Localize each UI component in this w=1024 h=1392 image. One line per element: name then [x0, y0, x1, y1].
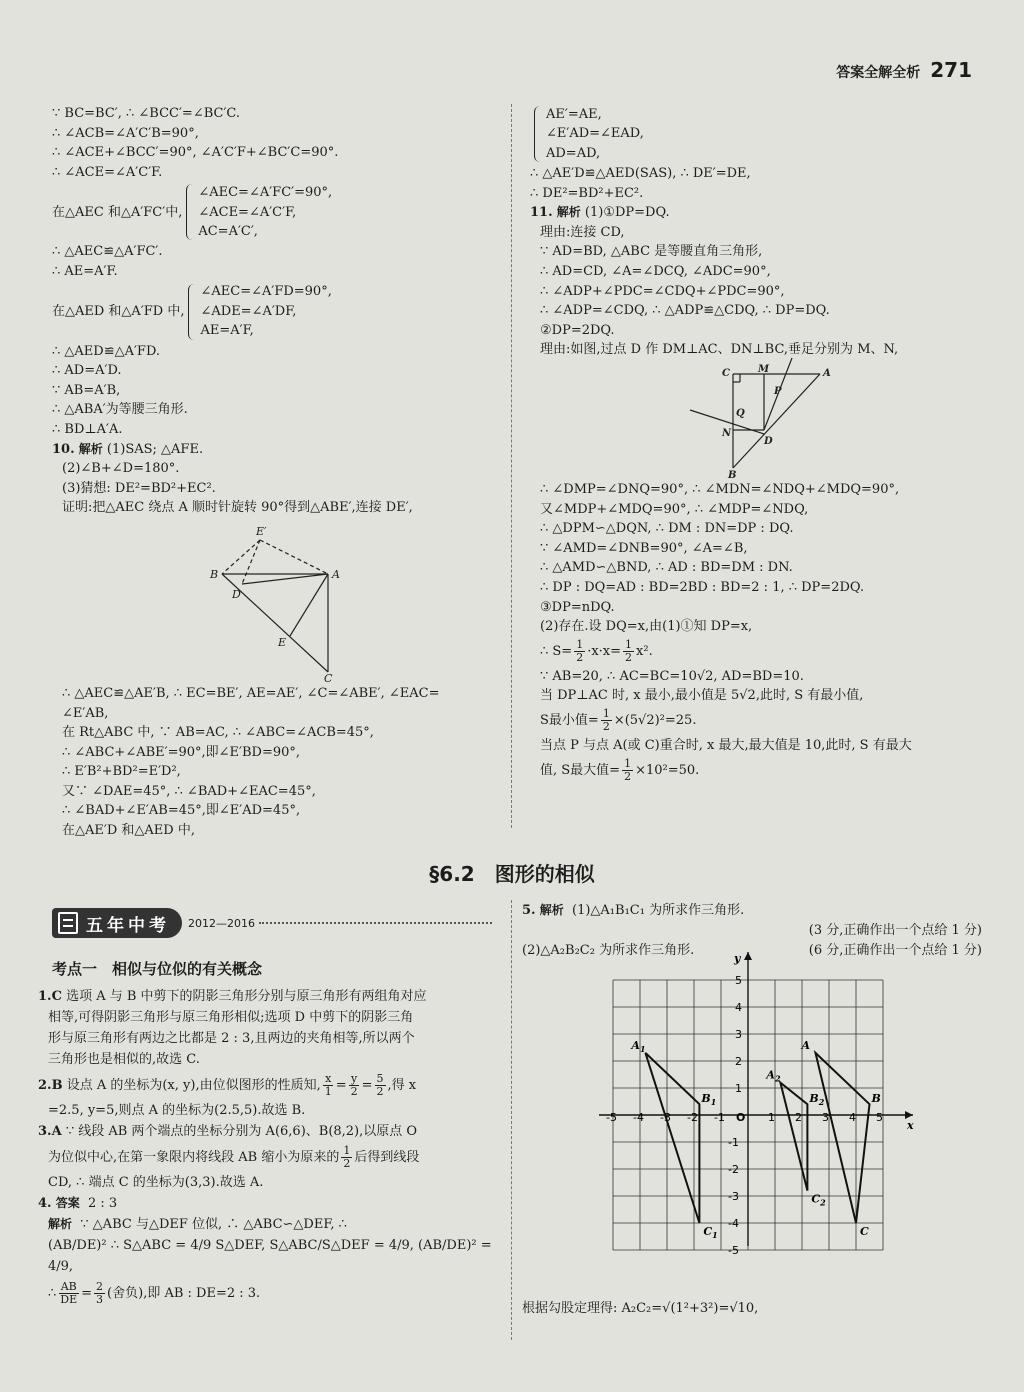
point-label: C — [722, 367, 730, 379]
brace-system — [52, 182, 504, 242]
vertex-label: $B_1$ — [701, 1092, 717, 1108]
point-label: D — [232, 587, 241, 601]
numerator: 1 — [576, 638, 584, 652]
question-3 — [38, 1121, 498, 1142]
y-tick-label: -1 — [728, 1136, 739, 1149]
numerator: 1 — [624, 756, 632, 770]
text-line: ∴ ∠ACB=∠A′C′B=90°, — [52, 125, 199, 141]
text-line: 在△AED 和△A′FD 中, — [52, 303, 185, 319]
triangle-A2B2C2 — [780, 1083, 807, 1191]
page-number: 271 — [930, 58, 972, 82]
text-line: ∴ ∠DMP=∠DNQ=90°, ∴ ∠MDN=∠NDQ+∠MDQ=90°, — [540, 481, 900, 497]
text-line: 在△AE′D 和△AED 中, — [62, 823, 195, 839]
text-line: ∵ 线段 AB 两个端点的坐标分别为 A(6,6)、B(8,2),以原点 O — [65, 1124, 418, 1139]
y-tick-label: 2 — [735, 1055, 742, 1068]
text-line: ,得 x — [387, 1077, 417, 1093]
x-tick-label: 2 — [795, 1111, 802, 1124]
denominator: 2 — [602, 720, 610, 734]
question-4 — [38, 1193, 498, 1214]
text-line: ∴ △ABA′为等腰三角形. — [52, 402, 188, 418]
text-line: ∠ADE=∠A′DF, — [200, 303, 297, 319]
y-tick-label: -5 — [728, 1244, 739, 1257]
text-line: AE=A′F, — [200, 323, 254, 339]
text-line: ∴ ∠BAD+∠E′AB=45°,即∠E′AD=45°, — [62, 803, 301, 819]
text-line: (3)猜想: DE²=BD²+EC². — [62, 480, 216, 496]
denominator: 2 — [576, 651, 584, 665]
text-line: 在△AEC 和△A′FC′中, — [52, 204, 183, 220]
text-line: ∴ S= — [540, 643, 573, 659]
x-tick-label: -4 — [633, 1111, 644, 1124]
question-10 — [52, 440, 504, 460]
numerator: x — [325, 1071, 332, 1085]
text-line: ∵ △ABC 与△DEF 位似, ∴ △ABC∽△DEF, ∴ — [80, 1217, 347, 1232]
x-tick-label: -5 — [606, 1111, 617, 1124]
text-line: ∴ — [48, 1285, 57, 1301]
analysis-tag: 解析 — [78, 441, 103, 456]
text-line: (2)△A₂B₂C₂ 为所求作三角形. — [522, 943, 695, 958]
formula-line — [530, 637, 980, 667]
vertex-label: A — [801, 1038, 811, 1052]
text-line: ∵ ∠AMD=∠DNB=90°, ∠A=∠B, — [540, 540, 748, 556]
fraction — [323, 1073, 334, 1098]
text-line: ∴ ∠ACE=∠A′C′F. — [52, 164, 163, 180]
analysis-tag: 解析 — [539, 903, 564, 917]
right-column — [530, 104, 980, 785]
text-line: ③DP=nDQ. — [540, 599, 615, 615]
answer-tag: 答案 — [55, 1196, 80, 1210]
vertex-subscript: 1 — [712, 1230, 718, 1240]
text-line: 理由:连接 CD, — [540, 224, 625, 240]
x-tick-label: O — [736, 1111, 746, 1124]
text-line: ×(5√2)²=25. — [613, 713, 697, 729]
figure-line — [242, 574, 328, 584]
text-line: 三角形也是相似的,故选 C. — [48, 1052, 200, 1067]
fraction — [94, 1281, 105, 1306]
denominator: 2 — [343, 1156, 351, 1170]
numerator: 1 — [602, 707, 610, 721]
fraction — [574, 639, 585, 664]
column-divider-bottom — [511, 900, 512, 1340]
question-11 — [530, 203, 980, 223]
point-label: E′ — [256, 524, 267, 538]
formula-line — [38, 1277, 498, 1309]
banner-dots — [259, 922, 492, 924]
text-line: ∴ E′B²+BD²=E′D², — [62, 764, 181, 780]
point-label: A — [332, 567, 340, 581]
text-line: 又∵ ∠DAE=45°, ∴ ∠BAD+∠EAC=45°, — [62, 783, 316, 799]
text-line: CD, ∴ 端点 C 的坐标为(3,3).故选 A. — [48, 1175, 264, 1190]
question-number: 1.C — [38, 989, 62, 1004]
text-line: ∴ AD=CD, ∠A=∠DCQ, ∠ADC=90°, — [540, 263, 771, 279]
page-header — [836, 58, 972, 82]
banner-label: 五年中考 — [86, 915, 170, 936]
figure-line — [290, 574, 328, 636]
text-line: ∠E′AB, — [62, 705, 109, 721]
text-line: AE′=AE, — [546, 106, 602, 122]
x-tick-label: 3 — [822, 1111, 829, 1124]
text-line: 根据勾股定理得: A₂C₂=√(1²+3²)=√10, — [522, 1301, 759, 1316]
fraction — [375, 1073, 386, 1098]
y-tick-label: 5 — [735, 974, 742, 987]
question-1 — [38, 986, 498, 1007]
question-number: 4. — [38, 1196, 52, 1211]
x-axis-arrow — [905, 1111, 913, 1119]
vertex-label: $B_2$ — [809, 1092, 825, 1108]
text-line: 当点 P 与点 A(或 C)重合时, x 最大,最大值是 10,此时, S 有最大 — [540, 737, 912, 753]
numerator: 5 — [376, 1071, 384, 1085]
section-title: §6.2 图形的相似 — [429, 862, 595, 886]
text-line: 当 DP⊥AC 时, x 最小,最小值是 5√2,此时, S 有最小值, — [540, 688, 864, 704]
point-label: N — [722, 427, 732, 439]
triangle-A1B1C1 — [645, 1053, 699, 1223]
text-line: ×10²=50. — [635, 762, 700, 778]
question-4-analysis — [38, 1214, 498, 1235]
analysis-tag: 解析 — [556, 205, 581, 220]
denominator: 2 — [625, 651, 633, 665]
banner-years: 2012—2016 — [188, 916, 255, 930]
text-line: ∴ △AED≌△A′FD. — [52, 343, 161, 359]
text-line: = — [81, 1285, 93, 1301]
coordinate-grid — [522, 952, 982, 1295]
brace — [534, 106, 542, 162]
text-line: 后得到线段 — [354, 1149, 420, 1165]
y-tick-label: -3 — [728, 1190, 739, 1203]
bottom-left-column — [38, 986, 498, 1309]
text-line: 选项 A 与 B 中剪下的阴影三角形分别与原三角形有两组角对应 — [66, 989, 427, 1004]
point-label: B — [210, 567, 219, 581]
question-number: 3.A — [38, 1124, 62, 1139]
text-line: AD=AD, — [546, 145, 601, 161]
text-line: x². — [636, 643, 653, 659]
x-tick-label: 5 — [876, 1111, 883, 1124]
x-tick-label: -3 — [660, 1111, 671, 1124]
text-line: (舍负),即 AB : DE=2 : 3. — [107, 1285, 261, 1301]
text-line: ∵ AB=A′B, — [52, 382, 121, 398]
text-line: ∠AEC=∠A′FD=90°, — [200, 284, 332, 300]
text-line: ∵ AB=20, ∴ AC=BC=10√2, AD=BD=10. — [540, 668, 804, 684]
text-line: =2.5, y=5,则点 A 的坐标为(2.5,5).故选 B. — [48, 1103, 306, 1118]
triangle-figure-2 — [530, 363, 980, 481]
text-line: ∵ AD=BD, △ABC 是等腰直角三角形, — [540, 244, 763, 260]
vertex-subscript: 1 — [639, 1043, 646, 1054]
text-line: ∠AEC=∠A′FC′=90°, — [198, 184, 333, 200]
five-year-banner — [52, 906, 492, 940]
y-tick-label: 4 — [735, 1001, 742, 1014]
y-tick-label: -4 — [728, 1217, 739, 1230]
text-line: (1)△A₁B₁C₁ 为所求作三角形. — [572, 903, 745, 918]
numerator: y — [351, 1071, 358, 1085]
text-line: 又∠MDP+∠MDQ=90°, ∴ ∠MDP=∠NDQ, — [540, 501, 809, 517]
header-title: 答案全解全析 — [836, 65, 921, 81]
text-line: ·x·x= — [587, 643, 622, 659]
fraction — [601, 708, 612, 733]
vertex-subscript: 2 — [820, 1197, 826, 1208]
text-line: ∴ ∠ADP=∠CDQ, ∴ △ADP≌△CDQ, ∴ DP=DQ. — [540, 303, 830, 319]
text-line: ∴ BD⊥A′A. — [52, 421, 123, 437]
x-tick-label: 4 — [849, 1111, 856, 1124]
text-line: ∴ AD=A′D. — [52, 363, 122, 379]
numerator: 1 — [625, 638, 633, 652]
figure-line — [260, 540, 328, 574]
text-line: ∴ ∠ACE+∠BCC′=90°, ∠A′C′F+∠BC′C=90°. — [52, 145, 339, 161]
column-divider — [511, 104, 512, 828]
denominator: 2 — [350, 1084, 358, 1098]
point-label: B — [728, 469, 737, 481]
y-tick-label: -2 — [728, 1163, 739, 1176]
denominator: 3 — [96, 1292, 104, 1306]
text-line: ②DP=2DQ. — [540, 322, 615, 338]
vertex-label: $A_2$ — [766, 1068, 781, 1084]
text-line: 值, S最大值= — [540, 762, 621, 778]
point-label: Q — [736, 407, 745, 419]
question-5-part2 — [522, 941, 982, 961]
fraction — [349, 1073, 360, 1098]
formula-line — [530, 755, 980, 785]
text-line: (3 分,正确作出一个点给 1 分) — [808, 923, 982, 938]
y-tick-label: 1 — [735, 1082, 742, 1095]
text-line: ∴ DE²=BD²+EC². — [530, 185, 644, 201]
text-line: ∴ DP : DQ=AD : BD=2BD : BD=2 : 1, ∴ DP=2DQ. — [540, 579, 865, 595]
fraction — [623, 639, 634, 664]
point-label: E — [278, 635, 287, 649]
text-line: AC=A′C′, — [198, 224, 258, 240]
y-axis-label: y — [734, 952, 741, 965]
text-line: 相等,可得阴影三角形与原三角形相似;选项 D 中剪下的阴影三角 — [48, 1010, 414, 1025]
text-line: (AB/DE)² ∴ S△ABC = 4/9 S△DEF, S△ABC/S△DEF = 4/9, (AB/DE)² = 4/9, — [48, 1238, 492, 1274]
y-tick-label: 3 — [735, 1028, 742, 1041]
figure-line — [222, 540, 260, 574]
text-line: (2)存在.设 DQ=x,由(1)①知 DP=x, — [540, 619, 753, 635]
formula-line — [530, 706, 980, 736]
text-line: 形与原三角形有两边之比都是 2 : 3,且两边的夹角相等,所以两个 — [48, 1031, 415, 1046]
document-icon — [58, 912, 78, 934]
text-line: (2)∠B+∠D=180°. — [62, 461, 180, 477]
question-number: 10. — [52, 441, 75, 457]
text-line: ∵ BC=BC′, ∴ ∠BCC′=∠BC′C. — [52, 106, 241, 121]
brace-system — [530, 104, 980, 164]
vertex-subscript: 2 — [818, 1097, 825, 1108]
text-line: ∴ ∠ADP+∠PDC=∠CDQ+∠PDC=90°, — [540, 283, 785, 299]
brace — [188, 284, 196, 340]
analysis-tag: 解析 — [48, 1217, 73, 1231]
point-label: M — [758, 363, 770, 375]
numerator: 1 — [343, 1143, 351, 1157]
point-label: D — [764, 435, 773, 447]
point-label: P — [774, 385, 782, 397]
figure-line — [242, 540, 260, 584]
text-line: ∴ △AMD∽△BND, ∴ AD : BD=DM : DN. — [540, 560, 793, 576]
text-line: ∴ ∠ABC+∠ABE′=90°,即∠E′BD=90°, — [62, 744, 301, 760]
bottom-right-column — [522, 900, 982, 1319]
point-label: C — [324, 671, 333, 685]
vertex-label: C — [860, 1225, 869, 1238]
vertex-label: $C_1$ — [703, 1225, 718, 1240]
text-line: ∴ △DPM∽△DQN, ∴ DM : DN=DP : DQ. — [540, 521, 794, 537]
question-number: 2.B — [38, 1077, 63, 1093]
x-axis-label: x — [907, 1119, 914, 1132]
triangle-figure-1 — [52, 522, 504, 685]
numerator: 2 — [96, 1279, 104, 1293]
text-line: 在 Rt△ABC 中, ∵ AB=AC, ∴ ∠ABC=∠ACB=45°, — [62, 725, 374, 741]
vertex-label: $C_2$ — [811, 1192, 826, 1208]
text-line: S最小值= — [540, 713, 599, 729]
x-tick-label: -2 — [687, 1111, 698, 1124]
fraction — [58, 1281, 79, 1306]
fraction — [341, 1145, 352, 1170]
text-line: 设点 A 的坐标为(x, y),由位似图形的性质知, — [66, 1077, 321, 1093]
text-line: ∠ACE=∠A′C′F, — [198, 204, 297, 220]
x-tick-label: 1 — [768, 1111, 775, 1124]
vertex-label: $A_1$ — [631, 1038, 646, 1054]
denominator: 2 — [376, 1084, 384, 1098]
vertex-label: B — [871, 1092, 881, 1106]
kaodian-heading: 考点一 相似与位似的有关概念 — [52, 960, 263, 978]
text-line: 为位似中心,在第一象限内将线段 AB 缩小为原来的 — [48, 1149, 340, 1165]
formula-line — [38, 1142, 498, 1172]
question-5 — [522, 900, 982, 921]
question-number: 5. — [522, 903, 536, 918]
denominator: DE — [60, 1292, 78, 1306]
text-line: 证明:把△AEC 绕点 A 顺时针旋转 90°得到△ABE′,连接 DE′, — [62, 500, 413, 516]
banner-label-box — [52, 908, 182, 938]
brace-system — [52, 282, 504, 342]
question-2: 2.B 设点 A 的坐标为(x, y),由位似图形的性质知, $\frac{x}{1}$ = $\frac{y}{2}$ = $\frac{5}{2}$ ,得 x — [38, 1071, 417, 1098]
denominator: 1 — [324, 1084, 332, 1098]
text-line: ∠E′AD=∠EAD, — [546, 126, 644, 142]
text-line: ∴ △AEC≌△A′FC′. — [52, 244, 163, 260]
left-column — [52, 104, 504, 841]
point-label: A — [823, 367, 831, 379]
text-line: ∴ AE=A′F. — [52, 263, 118, 279]
fraction — [622, 758, 633, 783]
vertex-subscript: 1 — [710, 1097, 717, 1108]
question-number: 11. — [530, 205, 553, 221]
x-tick-label: -1 — [714, 1111, 725, 1124]
denominator: 2 — [624, 769, 632, 783]
text-line: ∴ △AEC≌△AE′B, ∴ EC=BE′, AE=AE′, ∠C=∠ABE′, ∠EAC= — [62, 685, 440, 701]
text-line: 理由:如图,过点 D 作 DM⊥AC、DN⊥BC,垂足分别为 M、N, — [540, 342, 899, 358]
text-line: (1)①DP=DQ. — [584, 205, 670, 221]
vertex-subscript: 2 — [774, 1073, 781, 1084]
text-line: (1)SAS; △AFE. — [106, 441, 204, 457]
numerator: AB — [60, 1279, 77, 1293]
text-line: ∴ △AE′D≌△AED(SAS), ∴ DE′=DE, — [530, 166, 751, 181]
text-line: (6 分,正确作出一个点给 1 分) — [808, 943, 982, 958]
brace — [186, 184, 194, 240]
answer-value: 2 : 3 — [88, 1196, 118, 1211]
